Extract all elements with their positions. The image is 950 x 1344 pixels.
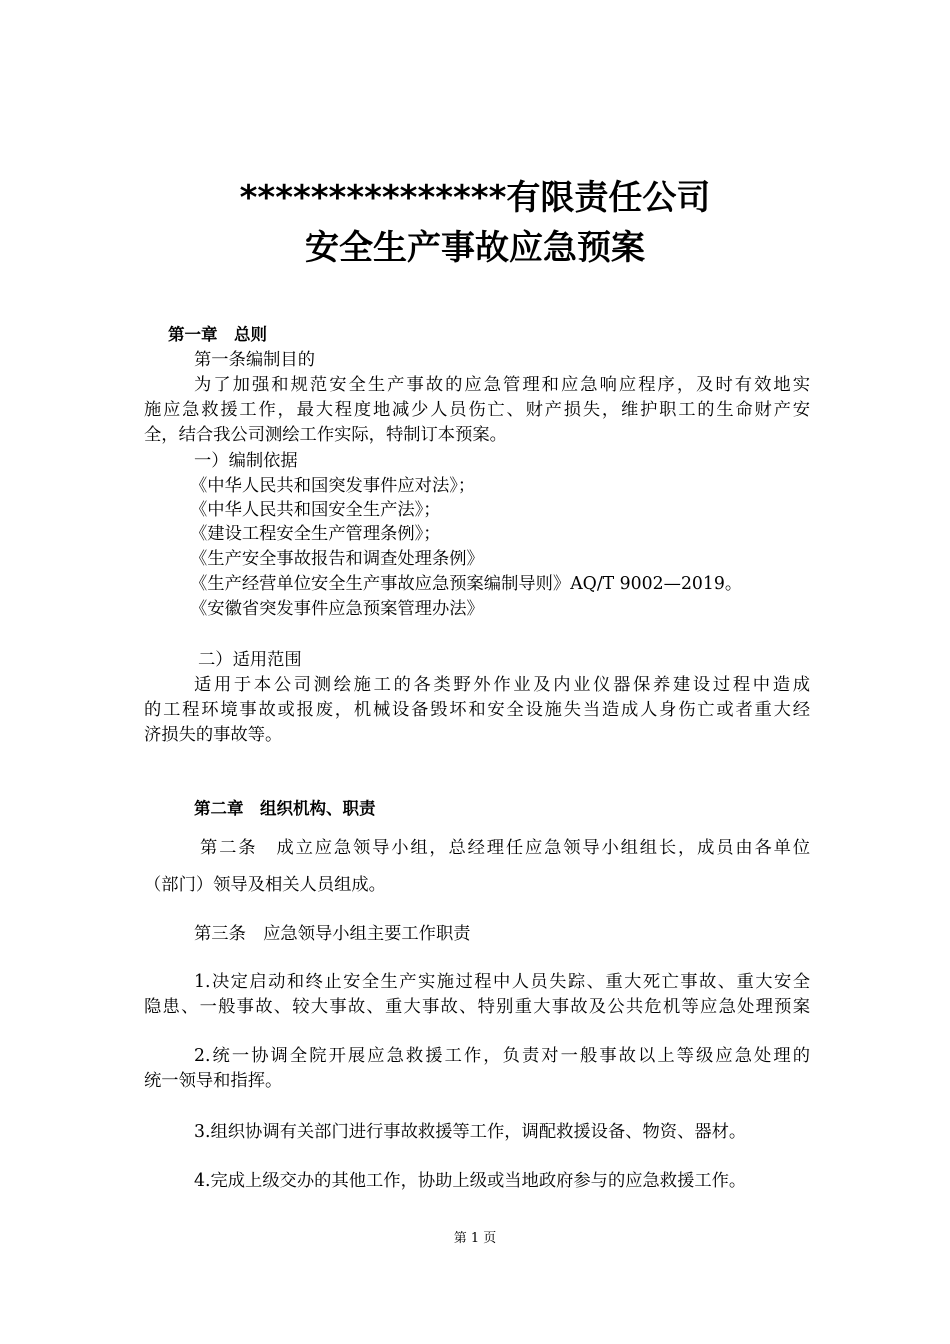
article2-text-line2: （部门）领导及相关人员组成。	[144, 875, 386, 895]
article1-text-line2: 施应急救援工作，最大程度地减少人员伤亡、财产损失，维护职工的生命财产安	[144, 400, 810, 420]
document-title-plan: 安全生产事故应急预案	[305, 228, 645, 268]
basis-item: 《生产经营单位安全生产事故应急预案编制导则》AQ/T 9002—2019。	[190, 574, 743, 594]
scope-text-line3: 济损失的事故等。	[144, 725, 283, 745]
page-number: 第 1 页	[453, 1231, 497, 1246]
chapter2-heading: 第二章 组织机构、职责	[194, 799, 376, 818]
chapter1-heading: 第一章 总则	[168, 325, 267, 344]
article2-text-line1: 第二条 成立应急领导小组，总经理任应急领导小组组长，成员由各单位	[200, 838, 810, 858]
scope-title: 二）适用范围	[198, 650, 302, 670]
duty1-text-line2: 隐患、一般事故、较大事故、重大事故、特别重大事故及公共危机等应急处理预案	[144, 997, 810, 1017]
duty2-text-line2: 统一领导和指挥。	[144, 1071, 283, 1091]
article3-title: 第三条 应急领导小组主要工作职责	[194, 924, 471, 944]
basis-item: 《中华人民共和国安全生产法》；	[190, 500, 441, 520]
basis-item: 《中华人民共和国突发事件应对法》；	[190, 476, 476, 496]
article1-text-line3: 全，结合我公司测绘工作实际，特制订本预案。	[144, 425, 507, 445]
basis-item: 《建设工程安全生产管理条例》；	[190, 524, 441, 544]
article1-text-line1: 为了加强和规范安全生产事故的应急管理和应急响应程序，及时有效地实	[194, 375, 810, 395]
duty1-text-line1: 1.决定启动和终止安全生产实施过程中人员失踪、重大死亡事故、重大安全	[194, 972, 810, 992]
duty3-text: 3.组织协调有关部门进行事故救援等工作，调配救援设备、物资、器材。	[194, 1122, 747, 1142]
article1-title: 第一条编制目的	[194, 350, 315, 370]
duty4-text: 4.完成上级交办的其他工作，协助上级或当地政府参与的应急救援工作。	[194, 1171, 747, 1191]
document-title-company: ***************有限责任公司	[239, 178, 711, 218]
scope-text-line2: 的工程环境事故或报废，机械设备毁坏和安全设施失当造成人身伤亡或者重大经	[144, 700, 810, 720]
basis-item: 《生产安全事故报告和调查处理条例》	[190, 549, 484, 569]
basis-item: 《安徽省突发事件应急预案管理办法》	[190, 599, 484, 619]
duty2-text-line1: 2.统一协调全院开展应急救援工作，负责对一般事故以上等级应急处理的	[194, 1046, 810, 1066]
basis-title: 一）编制依据	[194, 451, 298, 471]
scope-text-line1: 适用于本公司测绘施工的各类野外作业及内业仪器保养建设过程中造成	[194, 675, 810, 695]
